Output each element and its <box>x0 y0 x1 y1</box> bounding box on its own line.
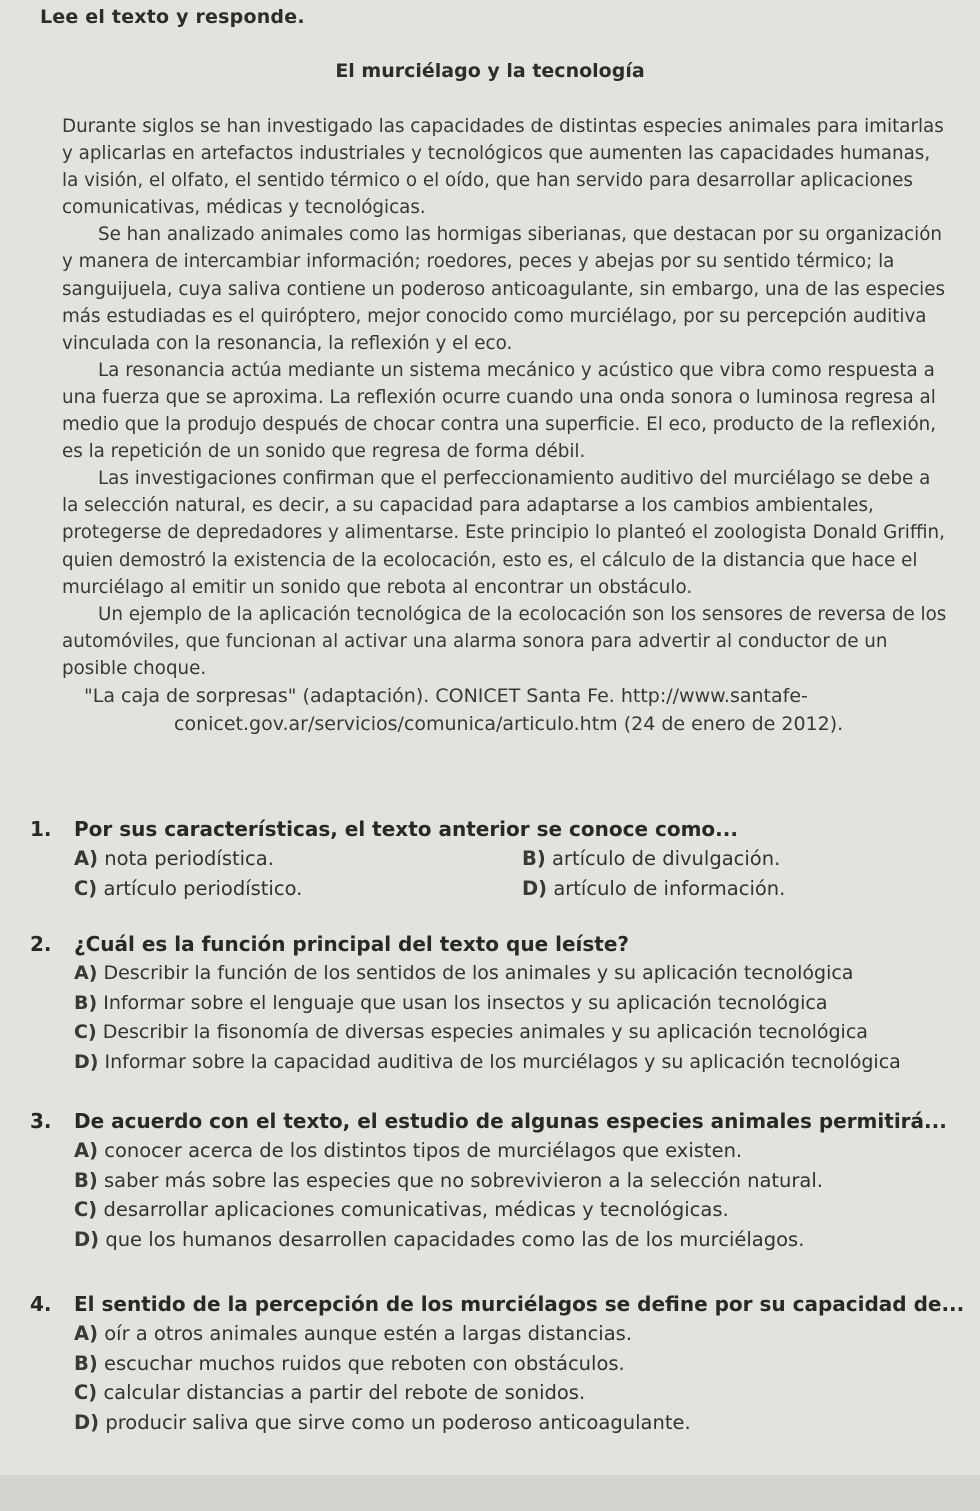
option-d[interactable] <box>522 874 942 904</box>
paragraph: Las investigaciones confirman que el perfeccionamiento auditivo del murciélago se debe a la selección natural, es decir, a su capacidad para adaptarse a los cambios ambientales, protegerse de depredadores y alimentarse. Este principio lo planteó el zoologista Donald Griffin, quien demostró la existencia de la ecolocación, esto es, el cálculo de la distancia que hace el murciélago al emitir un sonido que rebota al encontrar un obstáculo. <box>62 468 945 598</box>
question-4 <box>30 1289 970 1437</box>
option-text: calcular distancias a partir del rebote de sonidos. <box>103 1381 586 1404</box>
option-letter: B) <box>74 991 98 1014</box>
paragraph: Un ejemplo de la aplicación tecnológica de la ecolocación son los sensores de reversa de los automóviles, que funcionan al activar una alarma sonora para advertir al conductor de un posible choque. <box>62 603 947 679</box>
question-number: 3. <box>30 1109 52 1133</box>
option-a[interactable] <box>74 844 522 874</box>
option-letter: C) <box>74 876 98 900</box>
question-stem <box>30 1106 970 1136</box>
question-stem <box>30 814 970 844</box>
options <box>74 1319 970 1437</box>
source-line: conicet.gov.ar/servicios/comunica/articulo.htm (24 de enero de 2012). <box>174 712 844 735</box>
source-citation <box>84 682 948 738</box>
question-number: 2. <box>30 932 52 956</box>
option-letter: A) <box>74 1139 99 1162</box>
option-letter: B) <box>74 1168 98 1192</box>
option-letter: C) <box>74 1381 98 1404</box>
option-text: saber más sobre las especies que no sobrevivieron a la selección natural. <box>103 1168 823 1192</box>
option-text: artículo de divulgación. <box>551 847 781 870</box>
option-c[interactable] <box>74 1195 970 1225</box>
question-number: 1. <box>30 817 52 841</box>
option-text: que los humanos desarrollen capacidades como las de los murciélagos. <box>105 1227 805 1251</box>
option-letter: C) <box>74 1021 97 1043</box>
question-3 <box>30 1106 970 1254</box>
option-d[interactable] <box>74 1225 970 1255</box>
options <box>74 844 970 903</box>
option-text: artículo de información. <box>553 876 786 900</box>
paragraph: La resonancia actúa mediante un sistema mecánico y acústico que vibra como respuesta a una fuerza que se aproxima. La reflexión ocurre cuando una onda sonora o luminosa regresa al medio que la produjo después de chocar contra una superficie. El eco, producto de la reflexión, es la repetición de un sonido que regresa de forma débil. <box>62 359 937 463</box>
option-b[interactable] <box>74 1166 970 1196</box>
option-a[interactable] <box>74 1136 970 1166</box>
source-line: "La caja de sorpresas" (adaptación). CONICET Santa Fe. http://www.santafe- <box>84 684 808 707</box>
options <box>74 1136 970 1254</box>
option-text: artículo periodístico. <box>103 876 303 900</box>
option-text: nota periodística. <box>104 847 274 870</box>
option-letter: D) <box>74 1050 99 1073</box>
article-title: El murciélago y la tecnología <box>335 60 645 82</box>
option-letter: B) <box>522 847 546 870</box>
option-letter: D) <box>522 876 548 900</box>
option-c[interactable] <box>74 874 522 904</box>
option-text: producir saliva que sirve como un poderoso anticoagulante. <box>105 1410 691 1434</box>
option-d[interactable] <box>74 1048 970 1078</box>
option-a[interactable] <box>74 1319 970 1349</box>
option-b[interactable] <box>522 844 942 874</box>
question-1 <box>30 814 970 903</box>
question-text: De acuerdo con el texto, el estudio de algunas especies animales permitirá... <box>74 1109 947 1133</box>
option-text: escuchar muchos ruidos que reboten con obstáculos. <box>103 1351 625 1375</box>
instruction: Lee el texto y responde. <box>40 6 305 28</box>
article-body <box>62 113 948 738</box>
options <box>74 959 970 1077</box>
option-text: Informar sobre la capacidad auditiva de los murciélagos y su aplicación tecnológica <box>104 1050 901 1073</box>
option-text: conocer acerca de los distintos tipos de murciélagos que existen. <box>104 1139 743 1162</box>
option-b[interactable] <box>74 989 970 1019</box>
question-2 <box>30 929 970 1077</box>
option-letter: B) <box>74 1351 98 1375</box>
question-stem <box>30 929 970 959</box>
question-number: 4. <box>30 1292 52 1316</box>
option-c[interactable] <box>74 1018 970 1048</box>
option-letter: A) <box>74 962 98 984</box>
page-bottom-edge <box>0 1475 980 1511</box>
question-text: Por sus características, el texto anterior se conoce como... <box>74 817 738 841</box>
option-text: Informar sobre el lenguaje que usan los insectos y su aplicación tecnológica <box>103 991 828 1014</box>
option-text: oír a otros animales aunque estén a largas distancias. <box>104 1322 633 1345</box>
option-d[interactable] <box>74 1408 970 1438</box>
option-letter: A) <box>74 1322 99 1345</box>
question-text: ¿Cuál es la función principal del texto que leíste? <box>74 932 629 956</box>
option-text: desarrollar aplicaciones comunicativas, médicas y tecnológicas. <box>103 1198 729 1221</box>
option-b[interactable] <box>74 1349 970 1379</box>
option-a[interactable] <box>74 959 970 989</box>
option-text: Describir la fisonomía de diversas especies animales y su aplicación tecnológica <box>102 1021 868 1043</box>
option-letter: D) <box>74 1410 100 1434</box>
question-text: El sentido de la percepción de los murciélagos se define por su capacidad de... <box>74 1292 965 1316</box>
question-stem <box>30 1289 970 1319</box>
option-letter: C) <box>74 1198 98 1221</box>
paragraph: Durante siglos se han investigado las capacidades de distintas especies animales para imitarlas y aplicarlas en artefactos industriales y tecnológicos que aumenten las capacidades humanas, la visión, el olfato, el sentido térmico o el oído, que han servido para desarrollar aplicaciones comunicativas, médicas y tecnológicas. <box>62 116 944 219</box>
option-letter: D) <box>74 1227 100 1251</box>
option-c[interactable] <box>74 1378 970 1408</box>
option-text: Describir la función de los sentidos de los animales y su aplicación tecnológica <box>103 962 854 984</box>
paragraph: Se han analizado animales como las hormigas siberianas, que destacan por su organización y manera de intercambiar información; roedores, peces y abejas por su sentido térmico; la sanguijuela, cuya saliva contiene un poderoso anticoagulante, sin embargo, una de las especies más estudiadas es el quiróptero, mejor conocido como murciélago, por su percepción auditiva vinculada con la resonancia, la reflexión y el eco. <box>62 224 946 354</box>
option-letter: A) <box>74 847 99 870</box>
